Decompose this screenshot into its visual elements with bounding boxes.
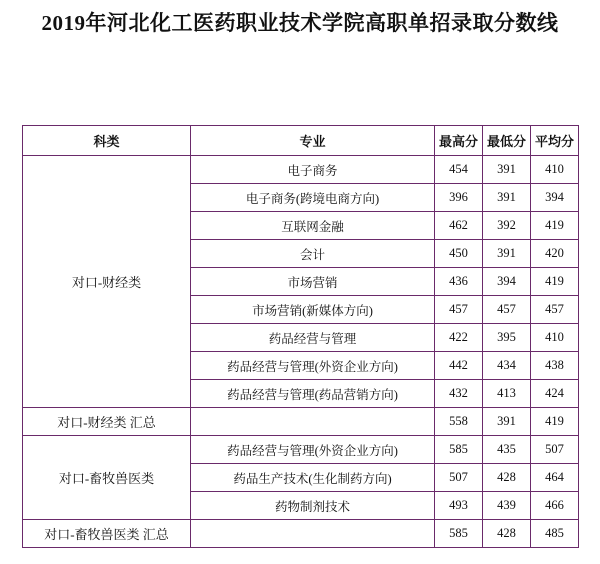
- max-score-cell: 442: [435, 352, 483, 380]
- summary-label-cell: 对口-畜牧兽医类 汇总: [23, 520, 191, 548]
- summary-max-score-cell: 585: [435, 520, 483, 548]
- summary-label-cell: 对口-财经类 汇总: [23, 408, 191, 436]
- major-cell: 市场营销: [191, 268, 435, 296]
- major-cell: 互联网金融: [191, 212, 435, 240]
- table-summary-row: [23, 520, 579, 548]
- avg-score-cell: 419: [531, 212, 579, 240]
- avg-score-cell: 410: [531, 324, 579, 352]
- max-score-cell: 450: [435, 240, 483, 268]
- min-score-cell: 394: [483, 268, 531, 296]
- category-cell: 对口-财经类: [23, 156, 191, 408]
- max-score-cell: 422: [435, 324, 483, 352]
- avg-score-cell: 464: [531, 464, 579, 492]
- column-header-major: 专业: [191, 126, 435, 156]
- max-score-cell: 432: [435, 380, 483, 408]
- score-table: [22, 125, 579, 548]
- summary-max-score-cell: 558: [435, 408, 483, 436]
- avg-score-cell: 419: [531, 268, 579, 296]
- summary-min-score-cell: 391: [483, 408, 531, 436]
- summary-avg-score-cell: 419: [531, 408, 579, 436]
- max-score-cell: 585: [435, 436, 483, 464]
- summary-avg-score-cell: 485: [531, 520, 579, 548]
- major-cell: 药品经营与管理: [191, 324, 435, 352]
- table-row: [23, 436, 579, 464]
- min-score-cell: 435: [483, 436, 531, 464]
- max-score-cell: 396: [435, 184, 483, 212]
- min-score-cell: 391: [483, 240, 531, 268]
- min-score-cell: 434: [483, 352, 531, 380]
- column-header-min-score: 最低分: [483, 126, 531, 156]
- min-score-cell: 413: [483, 380, 531, 408]
- max-score-cell: 454: [435, 156, 483, 184]
- min-score-cell: 392: [483, 212, 531, 240]
- summary-major-cell: [191, 408, 435, 436]
- min-score-cell: 395: [483, 324, 531, 352]
- table-row: [23, 156, 579, 184]
- avg-score-cell: 507: [531, 436, 579, 464]
- major-cell: 药物制剂技术: [191, 492, 435, 520]
- max-score-cell: 507: [435, 464, 483, 492]
- avg-score-cell: 424: [531, 380, 579, 408]
- column-header-category: 科类: [23, 126, 191, 156]
- summary-major-cell: [191, 520, 435, 548]
- page-title: 2019年河北化工医药职业技术学院高职单招录取分数线: [41, 11, 559, 35]
- max-score-cell: 462: [435, 212, 483, 240]
- major-cell: 药品生产技术(生化制药方向): [191, 464, 435, 492]
- table-body: [23, 156, 579, 548]
- major-cell: 会计: [191, 240, 435, 268]
- summary-min-score-cell: 428: [483, 520, 531, 548]
- category-cell: 对口-畜牧兽医类: [23, 436, 191, 520]
- table-header: [23, 126, 579, 156]
- max-score-cell: 493: [435, 492, 483, 520]
- avg-score-cell: 394: [531, 184, 579, 212]
- min-score-cell: 391: [483, 156, 531, 184]
- min-score-cell: 457: [483, 296, 531, 324]
- column-header-max-score: 最高分: [435, 126, 483, 156]
- major-cell: 电子商务: [191, 156, 435, 184]
- min-score-cell: 391: [483, 184, 531, 212]
- avg-score-cell: 466: [531, 492, 579, 520]
- max-score-cell: 436: [435, 268, 483, 296]
- table-summary-row: [23, 408, 579, 436]
- major-cell: 电子商务(跨境电商方向): [191, 184, 435, 212]
- max-score-cell: 457: [435, 296, 483, 324]
- column-header-avg-score: 平均分: [531, 126, 579, 156]
- avg-score-cell: 438: [531, 352, 579, 380]
- major-cell: 市场营销(新媒体方向): [191, 296, 435, 324]
- table-header-row: [23, 126, 579, 156]
- major-cell: 药品经营与管理(外资企业方向): [191, 436, 435, 464]
- major-cell: 药品经营与管理(外资企业方向): [191, 352, 435, 380]
- min-score-cell: 428: [483, 464, 531, 492]
- score-table-wrapper: [22, 125, 578, 548]
- avg-score-cell: 420: [531, 240, 579, 268]
- avg-score-cell: 457: [531, 296, 579, 324]
- min-score-cell: 439: [483, 492, 531, 520]
- avg-score-cell: 410: [531, 156, 579, 184]
- major-cell: 药品经营与管理(药品营销方向): [191, 380, 435, 408]
